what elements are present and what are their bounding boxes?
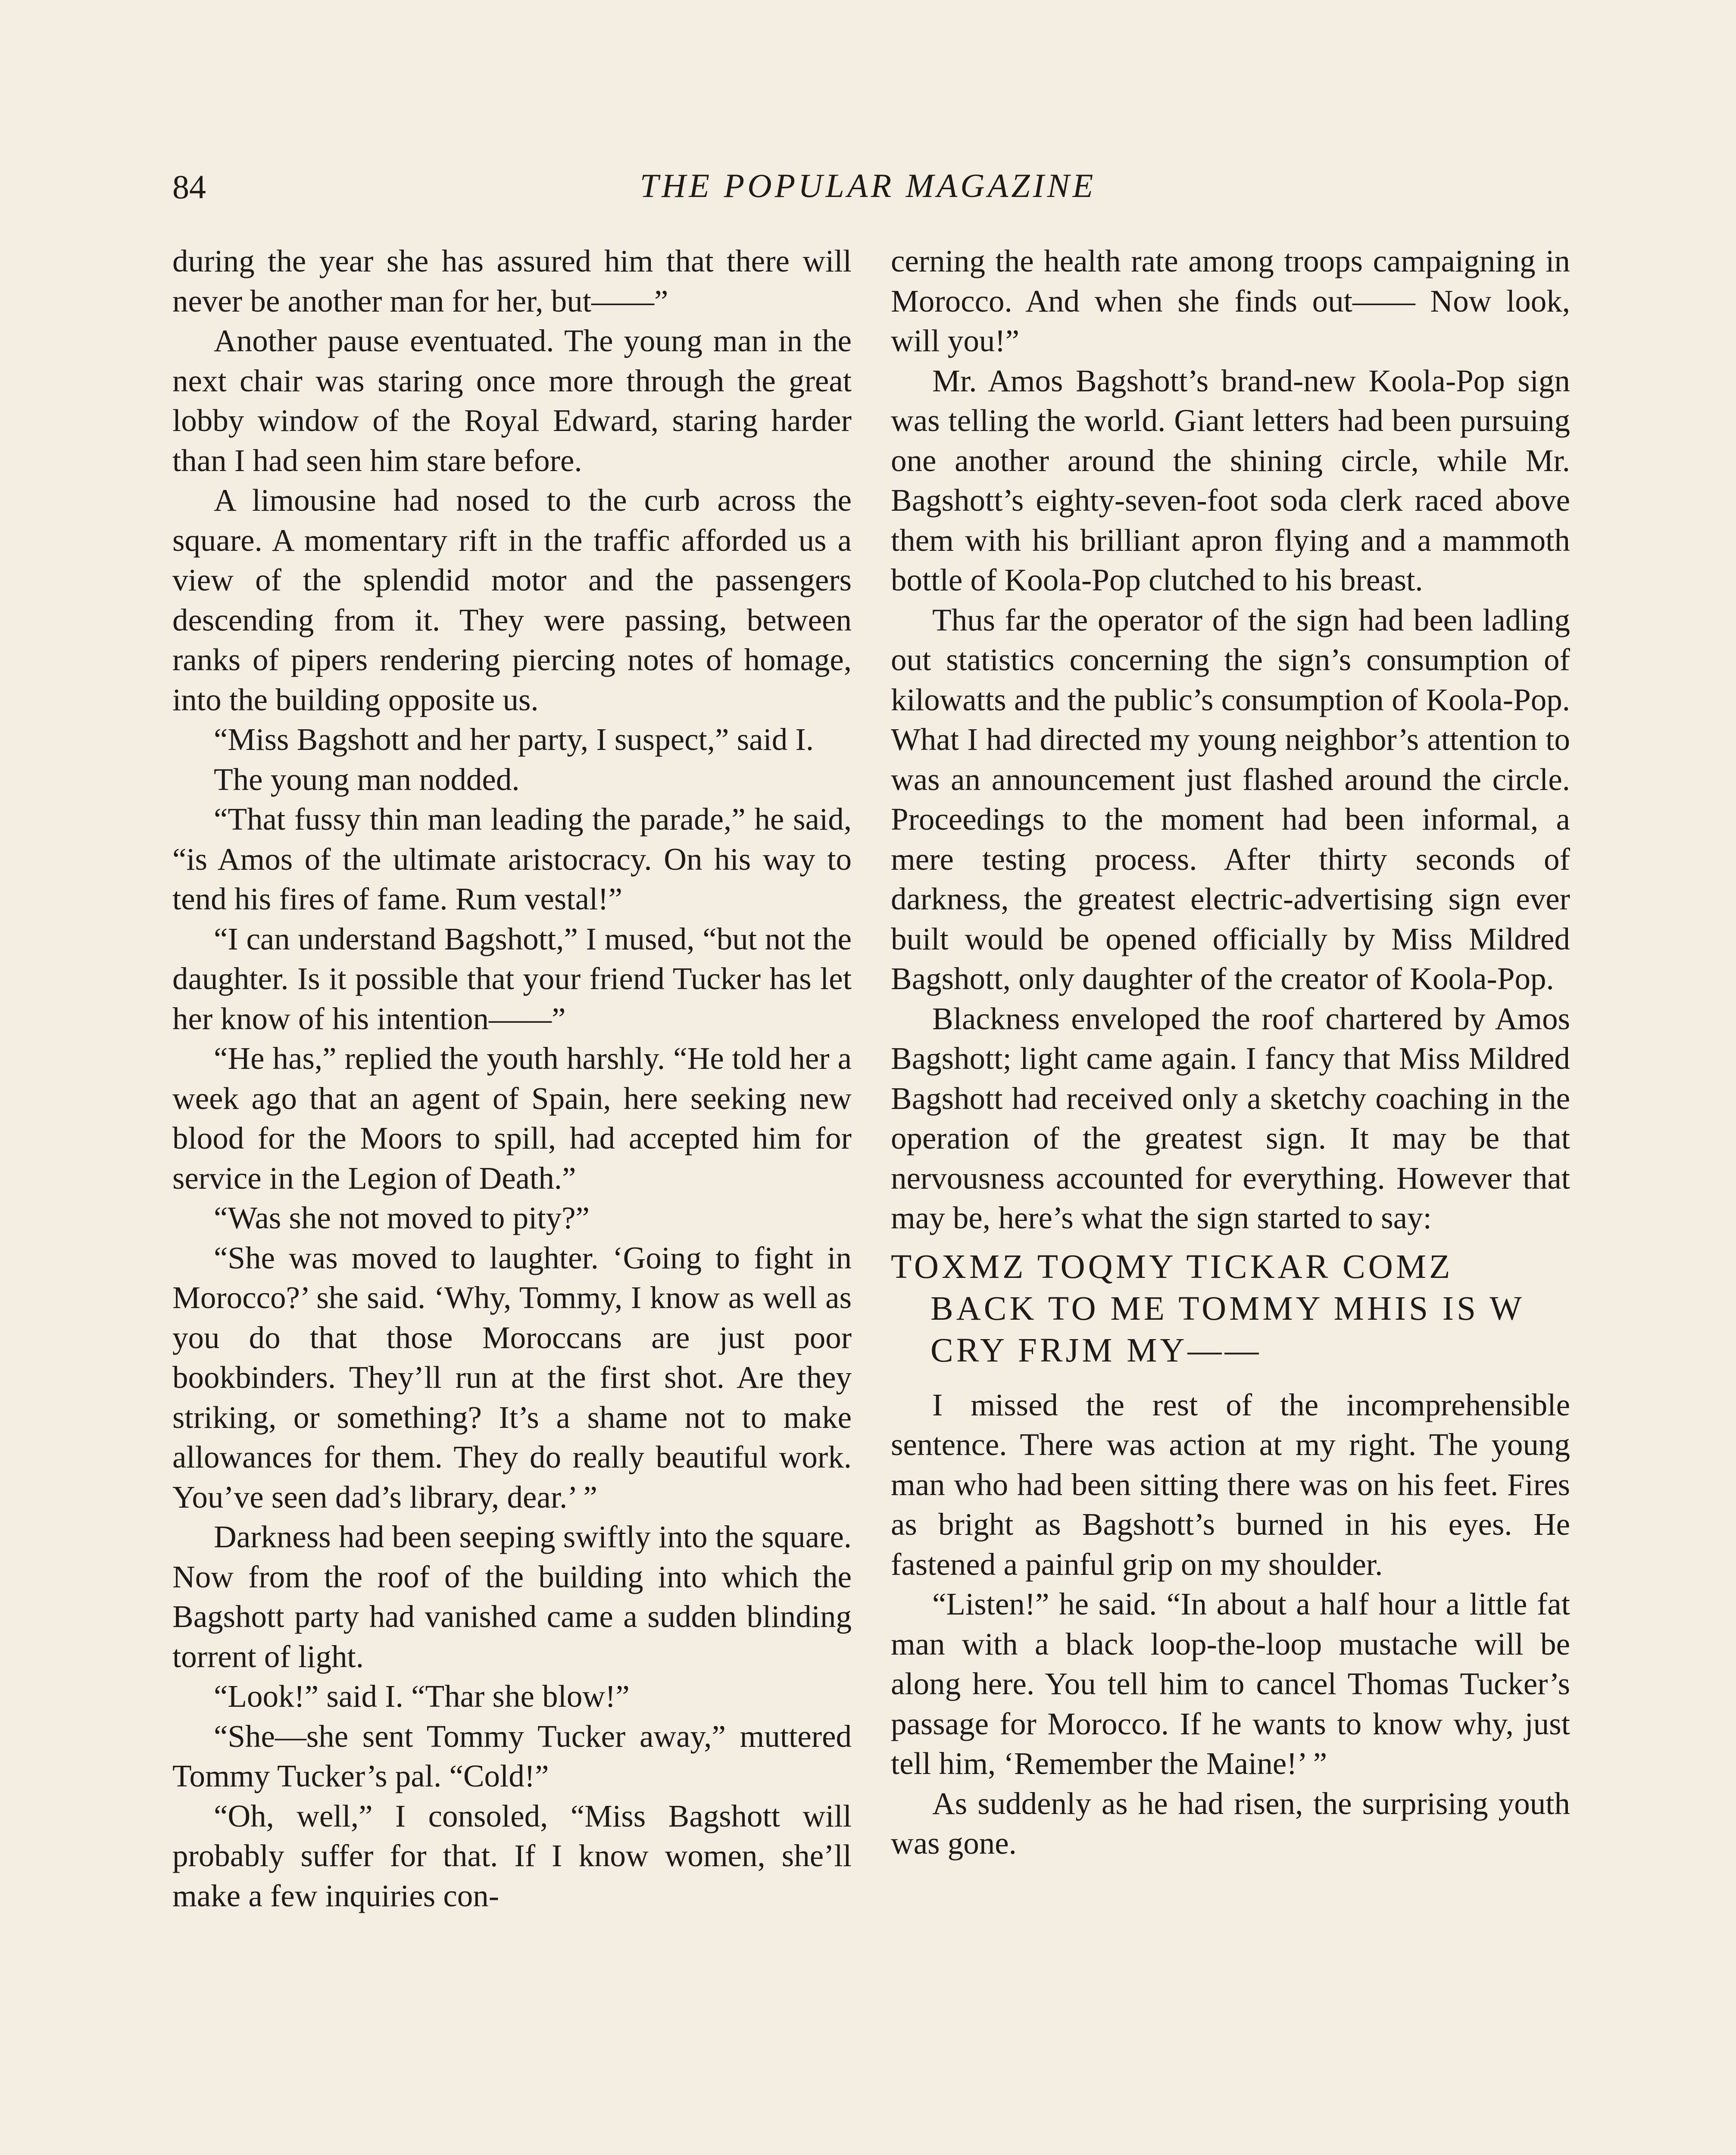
paragraph: As suddenly as he had risen, the surprising youth was gone. bbox=[891, 1786, 1570, 1861]
paragraph: “Listen!” he said. “In about a half hour a little fat man with a black loop-the-loop mustache will be along here. You tell him to cancel Thomas Tucker’s passage for Morocco. If he wants to know why, just tell him, ‘Remember the Maine!’ ” bbox=[891, 1587, 1570, 1781]
paragraph: during the year she has assured him that there will never be another man for her, but——” bbox=[172, 244, 852, 319]
sign-message: TOXMZ TOQMY TICKAR COMZ BACK TO ME TOMMY MHIS IS W CRY FRJM MY—— bbox=[891, 1248, 1524, 1369]
paragraph: Another pause eventuated. The young man in the next chair was staring once more through the great lobby window of the Royal Edward, staring harder than I had seen him stare before. bbox=[172, 323, 852, 478]
paragraph: Thus far the operator of the sign had been ladling out statistics concerning the sign’s consumption of kilowatts and the public’s consumption of Koola-Pop. What I had directed my young neighbor’s attention to was an announcement just flashed around the circle. Proceedings to the moment had been informal, a mere testing process. After thirty seconds of darkness, the greatest electric-advertising sign ever built would be opened officially by Miss Mildred Bagshott, only daughter of the creator of Koola-Pop. bbox=[891, 602, 1570, 996]
paragraph: “Look!” said I. “Thar she blow!” bbox=[214, 1679, 630, 1714]
paragraph: A limousine had nosed to the curb across the square. A momentary rift in the traffic afforded us a view of the splendid motor and the passengers descending from it. They were passing, between ranks of pipers rendering piercing notes of homage, into the building opposite us. bbox=[172, 483, 852, 717]
paragraph: “She was moved to laughter. ‘Going to fight in Morocco?’ she said. ‘Why, Tommy, I know as well as you do that those Moroccans are just poor bookbinders. They’ll run at the first shot. Are they striking, or something? It’s a shame not to make allowances for them. They do really beautiful work. You’ve seen dad’s library, dear.’ ” bbox=[172, 1240, 852, 1515]
paragraph: “She—she sent Tommy Tucker away,” muttered Tommy Tucker’s pal. “Cold!” bbox=[172, 1718, 852, 1793]
paragraph: Mr. Amos Bagshott’s brand-new Koola-Pop sign was telling the world. Giant letters had been pursuing one another around the shining circle, while Mr. Bagshott’s eighty-seven-foot soda clerk raced above them with his brilliant apron flying and a mammoth bottle of Koola-Pop clutched to his breast. bbox=[891, 363, 1570, 597]
paragraph: “I can understand Bagshott,” I mused, “but not the daughter. Is it possible that your friend Tucker has let her know of his intention——” bbox=[172, 921, 852, 1036]
paragraph: “Miss Bagshott and her party, I suspect,” said I. bbox=[214, 722, 814, 757]
paragraph: The young man nodded. bbox=[214, 762, 520, 797]
paragraph: “Was she not moved to pity?” bbox=[214, 1200, 590, 1235]
left-column bbox=[172, 241, 852, 1916]
paragraph: Darkness had been seeping swiftly into the square. Now from the roof of the building into which the Bagshott party had vanished came a sudden blinding torrent of light. bbox=[172, 1519, 852, 1674]
paragraph: “He has,” replied the youth harshly. “He told her a week ago that an agent of Spain, here seeking new blood for the Moors to spill, had accepted him for service in the Legion of Death.” bbox=[172, 1041, 852, 1196]
paragraph: “Oh, well,” I consoled, “Miss Bagshott will probably suffer for that. If I know women, she’ll make a few inquiries con- bbox=[172, 1798, 852, 1913]
paragraph: Blackness enveloped the roof chartered by Amos Bagshott; light came again. I fancy that Miss Mildred Bagshott had received only a sketchy coaching in the operation of the greatest sign. It may be that nervousness accounted for everything. However that may be, here’s what the sign started to say: bbox=[891, 1001, 1570, 1235]
page-number: 84 bbox=[172, 168, 206, 206]
right-column bbox=[891, 241, 1570, 1864]
paragraph: I missed the rest of the incomprehensible sentence. There was action at my right. The young man who had been sitting there was on his feet. Fires as bright as Bagshott’s burned in his eyes. He fastened a painful grip on my shoulder. bbox=[891, 1387, 1570, 1582]
running-title: THE POPULAR MAGAZINE bbox=[640, 167, 1096, 204]
paragraph: “That fussy thin man leading the parade,” he said, “is Amos of the ultimate aristocracy. On his way to tend his fires of fame. Rum vestal!” bbox=[172, 802, 852, 916]
paragraph: cerning the health rate among troops campaigning in Morocco. And when she finds out—— Now look, will you!” bbox=[891, 244, 1570, 358]
